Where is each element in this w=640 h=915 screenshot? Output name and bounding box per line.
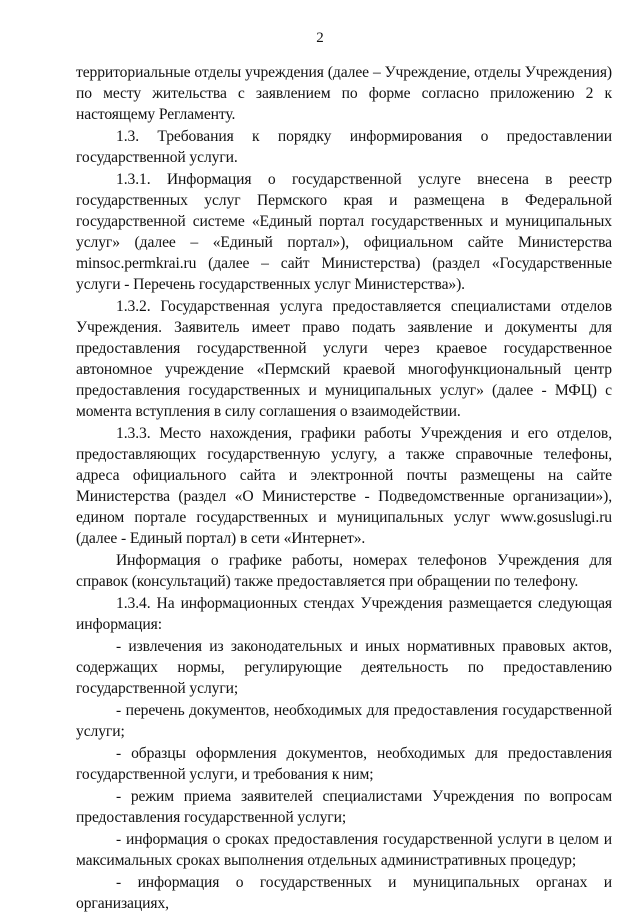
paragraph-continuation: территориальные отделы учреждения (далее – Учреждение, отделы Учреждения) по месту жительства с заявлением по форме согласно приложению 2 к настоящему Регламенту.: [76, 64, 612, 123]
paragraph-section-1-3: 1.3. Требования к порядку информирования о предоставлении государственной услуги.: [76, 128, 612, 166]
list-item: - информация о государственных и муниципальных органах и организациях,: [76, 874, 612, 912]
paragraph-section-1-3-3: 1.3.3. Место нахождения, графики работы Учреждения и его отделов, предоставляющих государственную услугу, а также справочные телефоны, адреса официального сайта и электронной почты размещены на сайте Министерства (раздел «О Министерстве - Подведомственные организации»), едином портале государственных и муниципальных услуг www.gosuslugi.ru (далее - Единый портал) в сети «Интернет».: [76, 425, 612, 547]
list-item: - режим приема заявителей специалистами Учреждения по вопросам предоставления государственной услуги;: [76, 788, 612, 826]
list-item: - образцы оформления документов, необходимых для предоставления государственной услуги, и требования к ним;: [76, 745, 612, 783]
list-item: - извлечения из законодательных и иных нормативных правовых актов, содержащих нормы, регулирующие деятельность по предоставлению государственной услуги;: [76, 638, 612, 697]
page-number: 2: [316, 30, 324, 46]
document-body: [76, 62, 612, 915]
paragraph-section-1-3-1: 1.3.1. Информация о государственной услуге внесена в реестр государственных услуг Пермского края и размещена в Федеральной государственной системе «Единый портал государственных и муниципальных услуг» (далее – «Единый портал»), официальном сайте Министерства minsoc.permkrai.ru (далее – сайт Министерства) (раздел «Государственные услуги - Перечень государственных услуг Министерства»).: [76, 171, 612, 293]
list-item: - информация о сроках предоставления государственной услуги в целом и максимальных сроках выполнения отдельных административных процедур;: [76, 831, 612, 869]
list-item: - перечень документов, необходимых для предоставления государственной услуги;: [76, 702, 612, 740]
paragraph-section-1-3-2: 1.3.2. Государственная услуга предоставляется специалистами отделов Учреждения. Заявитель имеет право подать заявление и документы для предоставления государственной услуги через краевое государственное автономное учреждение «Пермский краевой многофункциональный центр предоставления государственных и муниципальных услуг» (далее - МФЦ) с момента вступления в силу соглашения о взаимодействии.: [76, 298, 612, 420]
paragraph-section-1-3-4: 1.3.4. На информационных стендах Учреждения размещается следующая информация:: [76, 595, 612, 633]
paragraph-schedule-info: Информация о графике работы, номерах телефонов Учреждения для справок (консультаций) также предоставляется при обращении по телефону.: [76, 552, 612, 590]
